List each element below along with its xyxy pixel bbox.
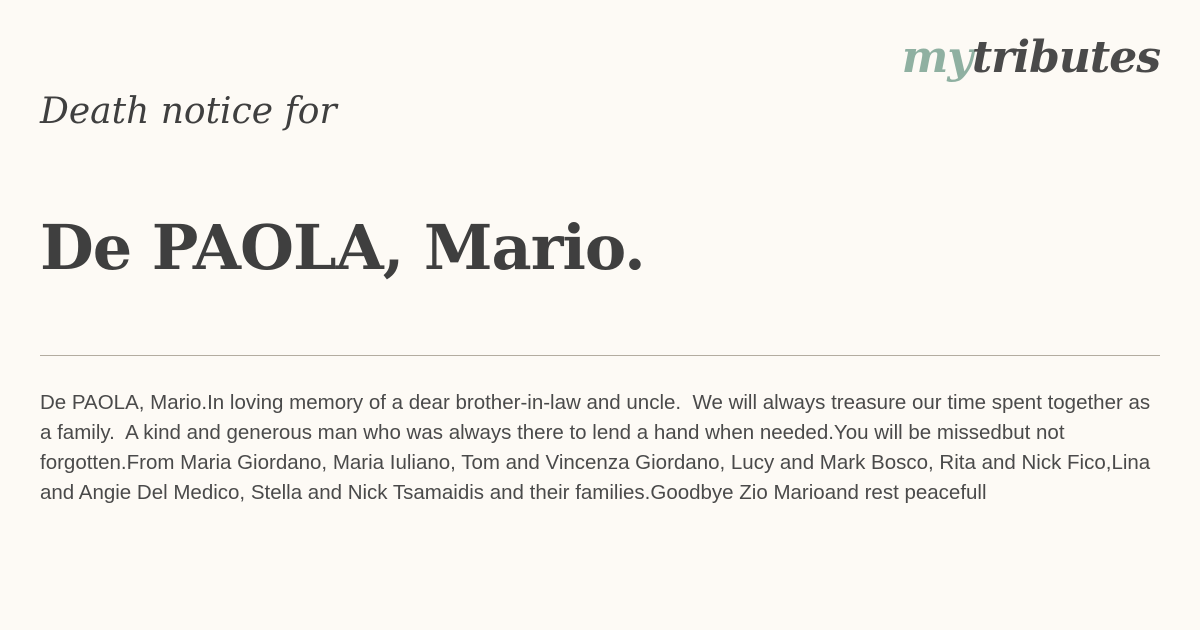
logo-my-text: my xyxy=(901,32,972,83)
notice-body-text: De PAOLA, Mario.In loving memory of a dear brother-in-law and uncle. We will always treasure our time spent together as a family. A kind and generous man who was always there to lend a hand when needed.You will be missedbut not forgotten.From Maria Giordano, Maria Iuliano, Tom and Vincenza Giordano, Lucy and Mark Bosco, Rita and Nick Fico,Lina and Angie Del Medico, Stella and Nick Tsamaidis and their families.Goodbye Zio Marioand rest peacefull xyxy=(40,391,1156,504)
deceased-name: De PAOLA, Mario. xyxy=(40,211,645,284)
death-notice-kicker: Death notice for xyxy=(40,91,337,132)
logo-tributes-text: tributes xyxy=(971,32,1160,83)
mytributes-logo[interactable] xyxy=(902,28,1160,88)
section-divider xyxy=(40,355,1160,356)
